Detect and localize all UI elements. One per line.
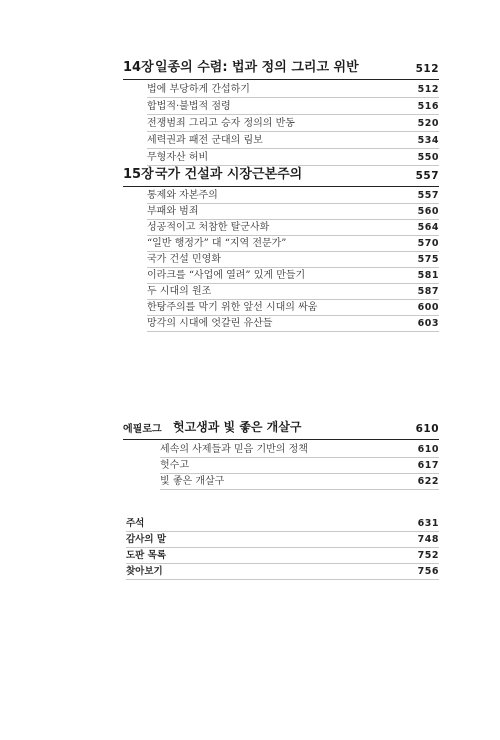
toc-entry-page: 617 [417,460,439,471]
toc-entry-page: 516 [417,101,439,112]
epilogue-title: 헛고생과 빛 좋은 개살구 [173,420,302,434]
chapter-title: 국가 건설과 시장근본주의 [155,167,303,182]
toc-entry-label: 법에 부당하게 간섭하기 [147,84,250,95]
toc-entry-page: 603 [417,318,439,329]
chapter-title: 일종의 수렴: 법과 정의 그리고 위반 [155,60,359,75]
back-matter-entry [126,516,439,532]
chapter-heading-14 [123,58,439,80]
toc-entry-page: 557 [417,190,439,201]
back-matter-entry [126,564,439,580]
toc-entry-label: 망각의 시대에 엇갈린 유산들 [147,318,273,329]
toc-entry-page: 534 [417,135,439,146]
toc-entry-label: 세력권과 패전 군대의 림보 [147,135,263,146]
toc-entry-page: 610 [417,444,439,455]
epilogue-page: 610 [415,423,439,435]
toc-entry-page: 570 [417,238,439,249]
back-matter-page: 631 [417,518,439,529]
toc-entry-page: 520 [417,118,439,129]
chapter-page: 512 [415,63,439,75]
back-matter-entry [126,532,439,548]
back-matter-page: 748 [417,534,439,545]
toc-entry-label: 부패와 범죄 [147,206,199,217]
back-matter-label: 찾아보기 [126,566,163,577]
toc-entry-page: 600 [417,302,439,313]
toc-entry [147,315,439,332]
toc-entry-page: 575 [417,254,439,265]
toc-entry-label: 이라크를 “사업에 열려” 있게 만들기 [147,270,306,281]
chapter-heading-15 [123,165,439,187]
back-matter-entry [126,548,439,564]
toc-entry [160,473,439,490]
toc-entry-page: 512 [417,84,439,95]
toc-entry-label: 세속의 사제들과 믿음 기반의 정책 [160,444,308,455]
toc-entry-label: 국가 건설 민영화 [147,254,221,265]
toc-entry-label: 통제와 자본주의 [147,190,218,201]
toc-entry-label: 한탕주의를 막기 위한 앞선 시대의 싸움 [147,302,318,313]
toc-entry-page: 581 [417,270,439,281]
toc-entry-label: 헛수고 [160,460,189,471]
toc-entry-label: “일반 행정가” 대 “지역 전문가” [147,238,287,249]
toc-entry-page: 587 [417,286,439,297]
toc-entry-label: 빛 좋은 개살구 [160,476,225,487]
toc-entry [160,441,439,458]
toc-entry-label: 성공적이고 처참한 탈군사화 [147,222,270,233]
epilogue-heading [123,418,439,440]
toc-entry [147,81,439,98]
toc-entry-page: 564 [417,222,439,233]
chapter-number: 14장 [123,60,154,75]
back-matter-page: 756 [417,566,439,577]
toc-entry-page: 560 [417,206,439,217]
toc-entry-page: 622 [417,476,439,487]
toc-entry-label: 합법적·불법적 점령 [147,101,231,112]
toc-entry-page: 550 [417,152,439,163]
back-matter-label: 도판 목록 [126,550,167,561]
chapter-number: 15장 [123,167,154,182]
chapter-page: 557 [415,170,439,182]
back-matter-label: 감사의 말 [126,534,167,545]
toc-entry-label: 무형자산 허비 [147,152,209,163]
back-matter-label: 주석 [126,518,145,529]
toc-entry [147,115,439,132]
toc-entry-label: 전쟁범죄 그리고 승자 정의의 반동 [147,118,295,129]
toc-entry [147,132,439,149]
toc-entry-label: 두 시대의 원조 [147,286,212,297]
toc-entry [147,98,439,115]
back-matter-page: 752 [417,550,439,561]
epilogue-prefix: 에필로그 [123,424,162,435]
